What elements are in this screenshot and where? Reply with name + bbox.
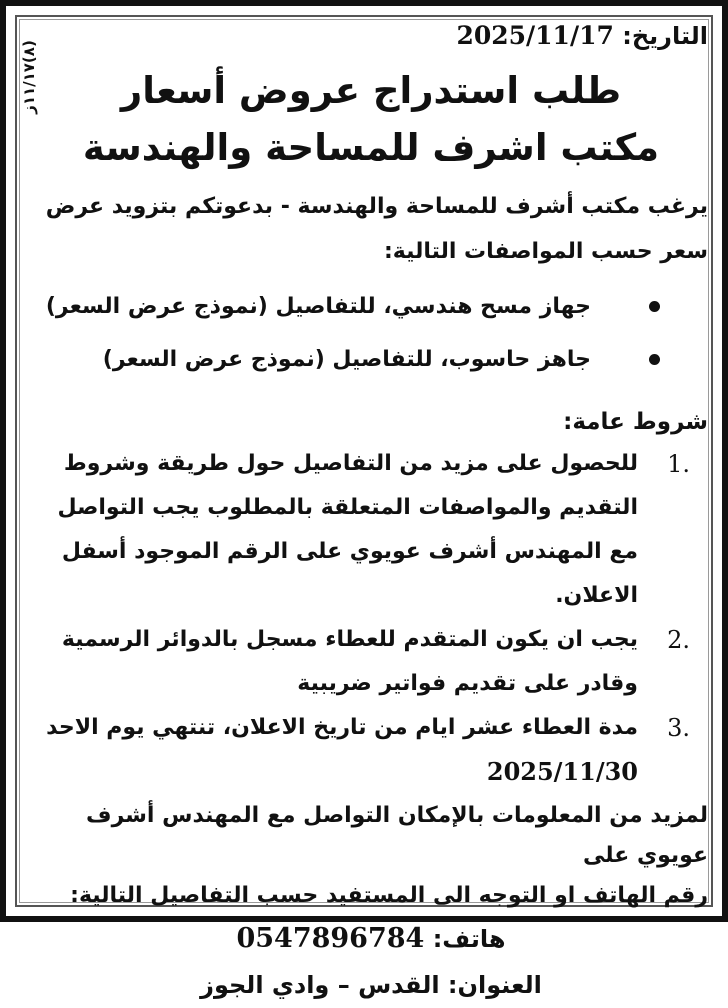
term-text: للحصول على مزيد من التفاصيل حول طريقة وشروط التقديم والمواصفات المتعلقة بالمطلوب يجب التواصل مع المهندس أشرف عويوي على الرقم الموجود أسفل الاعلان. — [57, 451, 638, 608]
term-item — [34, 618, 708, 706]
term-item — [34, 442, 708, 618]
list-item-text: جهاز مسح هندسي، للتفاصيل (نموذج عرض السعر) — [45, 294, 591, 319]
term-number: 1. — [667, 450, 690, 478]
date-value: 2025/11/17 — [456, 21, 614, 50]
bullet-icon — [649, 354, 660, 365]
address-line — [34, 962, 708, 1008]
term-number: 2. — [667, 626, 690, 654]
term-number: 3. — [667, 714, 690, 742]
terms-heading: شروط عامة: — [563, 409, 708, 435]
list-item — [34, 280, 708, 333]
list-item-text: جاهز حاسوب، للتفاصيل (نموذج عرض السعر) — [102, 347, 591, 372]
address-label: العنوان: — [447, 971, 542, 999]
phone-line — [34, 916, 708, 962]
bullet-icon — [649, 301, 660, 312]
date-line — [34, 14, 708, 58]
intro-line-1: يرغب مكتب أشرف للمساحة والهندسة - بدعوتكم بتزويد عرض — [45, 194, 708, 219]
more-info-paragraph — [34, 796, 708, 916]
phone-number: 0547896784 — [236, 923, 425, 954]
term-deadline-date: 2025/11/30 — [486, 757, 638, 786]
ad-content — [34, 14, 708, 1008]
terms-list — [34, 442, 708, 794]
address-value: القدس – وادي الجوز — [200, 971, 440, 999]
date-label: التاريخ: — [622, 22, 708, 50]
term-text: يجب ان يكون المتقدم للعطاء مسجل بالدوائر الرسمية وقادر على تقديم فواتير ضريبية — [61, 627, 638, 696]
more-info-line-2: رقم الهاتف او التوجه الى المستفيد حسب التفاصيل التالية: — [70, 883, 708, 908]
title-line-2: مكتب اشرف للمساحة والهندسة — [82, 126, 660, 169]
term-text: مدة العطاء عشر ايام من تاريخ الاعلان، تنتهي يوم الاحد — [46, 715, 638, 740]
phone-label: هاتف: — [432, 925, 506, 953]
page-title — [34, 62, 708, 176]
side-reference-code-text: (٨)١١/١٧ز — [20, 40, 38, 114]
term-item — [34, 706, 708, 794]
more-info-line-1: لمزيد من المعلومات بالإمكان التواصل مع المهندس أشرف عويوي على — [86, 803, 708, 868]
intro-paragraph — [34, 184, 708, 274]
term-text-wrap — [34, 706, 638, 794]
title-line-1: طلب استدراج عروض أسعار — [120, 69, 622, 112]
items-list — [34, 280, 708, 386]
list-item — [34, 333, 708, 386]
intro-line-2: سعر حسب المواصفات التالية: — [383, 239, 708, 264]
